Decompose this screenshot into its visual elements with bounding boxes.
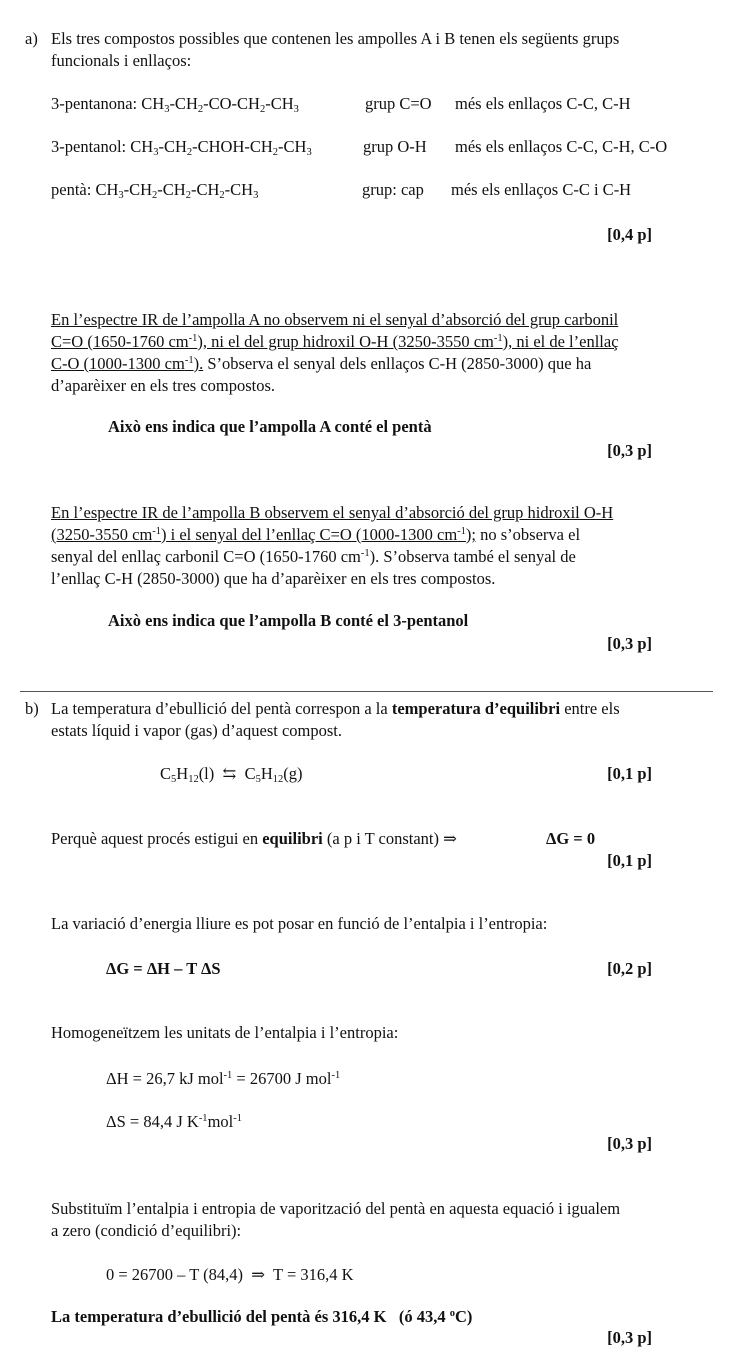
intro-bold: temperatura d’equilibri <box>391 699 561 718</box>
compound-group: grup O-H <box>363 137 427 156</box>
eq-text2: (a p i T constant) ⇒ <box>326 829 457 848</box>
part-a-intro-line2: funcionals i enllaços: <box>51 51 192 70</box>
points-b3: [0,2 p] <box>607 959 652 978</box>
paragraph-b-line3: senyal del enllaç carbonil C=O (1650-1760 $cm^{-1}$). S’observa també el senyal de <box>51 547 576 566</box>
part-b-label: b) <box>25 699 39 718</box>
compound-row-pentanol: 3-pentanol: $CH_3-CH_2-CHOH-CH_2-CH_3$ <box>51 137 312 158</box>
units-intro: Homogeneïtzem les unitats de l’entalpia i l’entropia: <box>51 1023 399 1042</box>
intro-text: La temperatura d’ebullició del pentà correspon a la <box>51 699 388 718</box>
eq-text: Perquè aquest procés estigui en <box>51 829 259 848</box>
calculation: 0 = 26700 – T (84,4) ⇒ T = 316,4 K <box>106 1265 354 1284</box>
compound-bonds: més els enllaços C-C i C-H <box>451 180 632 199</box>
points-b4: [0,3 p] <box>607 1134 652 1153</box>
conclusion-a: Això ens indica que l’ampolla A conté el pentà <box>108 417 432 436</box>
points-b5: [0,3 p] <box>607 1328 652 1347</box>
paragraph-b-line4: l’enllaç C-H (2850-3000) que ha d’aparèixer en els tres compostos. <box>51 569 496 588</box>
compound-name: 3-pentanol: <box>51 137 127 156</box>
points-a3: [0,3 p] <box>607 634 652 653</box>
final-answer: La temperatura d’ebullició del pentà és 316,4 K (ó 43,4 $^o$C) <box>51 1307 473 1326</box>
compound-row-penta: pentà: $CH_3-CH_2-CH_2-CH_2-CH_3$ <box>51 180 259 201</box>
points-a1: [0,4 p] <box>607 225 652 244</box>
paragraph-b-line2-rest: no s’observa el <box>480 525 581 544</box>
paragraph-a-line1: En l’espectre IR de l’ampolla A no observem ni el senyal d’absorció del grup carbonil <box>51 310 619 329</box>
phase-equation: $C_5H_{12}(l)$ ⇆ $C_5H_{12}(g)$ <box>160 764 303 785</box>
paragraph-a-line3: C-O (1000-1300 $cm^{-1}$). S’observa el senyal dels enllaços C-H (2850-3000) que ha <box>51 354 592 373</box>
compound-name: pentà: <box>51 180 92 199</box>
compound-bonds: més els enllaços C-C, C-H <box>455 94 631 113</box>
points-a2: [0,3 p] <box>607 441 652 460</box>
compound-group: grup C=O <box>365 94 432 113</box>
part-b-intro-line2: estats líquid i vapor (gas) d’aquest compost. <box>51 721 342 740</box>
points-b2: [0,1 p] <box>607 851 652 870</box>
equilibrium-condition <box>51 828 457 850</box>
intro-text-end: entre els <box>564 699 620 718</box>
entropy-value: ΔS = 84,4 J $K^{-1}mol^{-1}$ <box>106 1112 242 1131</box>
substitution-line1: Substituïm l’entalpia i entropia de vaporització del pentà en aquesta equació i igualem <box>51 1199 621 1218</box>
paragraph-b-line1: En l’espectre IR de l’ampolla B observem el senyal d’absorció del grup hidroxil O-H <box>51 503 614 522</box>
gibbs-intro: La variació d’energia lliure es pot posar en funció de l’entalpia i l’entropia: <box>51 914 548 933</box>
substitution-line2: a zero (condició d’equilibri): <box>51 1221 242 1240</box>
compound-bonds: més els enllaços C-C, C-H, C-O <box>455 137 668 156</box>
section-divider <box>20 691 713 692</box>
compound-group: grup: cap <box>362 180 424 199</box>
compound-name: 3-pentanona: <box>51 94 138 113</box>
part-a-intro-line1: Els tres compostos possibles que contenen les ampolles A i B tenen els següents grups <box>51 29 620 48</box>
eq-bold: equilibri <box>262 829 323 848</box>
points-b1: [0,1 p] <box>607 764 652 783</box>
paragraph-b-line2: (3250-3550 $cm^{-1}$) i el senyal del l’enllaç C=O (1000-1300 $cm^{-1}$); no s’observa el <box>51 525 581 544</box>
compound-row-pentanona: 3-pentanona: $CH_3-CH_2-CO-CH_2-CH_3$ <box>51 94 299 115</box>
part-b-intro-line1 <box>51 698 703 720</box>
paragraph-a-line3-rest: S’observa el senyal dels enllaços C-H (2850-3000) que ha <box>207 354 592 373</box>
gibbs-equation: ΔG = ΔH – T ΔS <box>106 959 221 978</box>
part-a-label: a) <box>25 29 38 48</box>
paragraph-a-line2: C=O (1650-1760 $cm^{-1}$), ni el del grup hidroxil O-H (3250-3550 $cm^{-1}$), ni el de l’enllaç <box>51 332 619 351</box>
paragraph-a-line4: d’aparèixer en els tres compostos. <box>51 376 276 395</box>
conclusion-b: Això ens indica que l’ampolla B conté el 3-pentanol <box>108 611 469 630</box>
delta-g-zero: ΔG = 0 <box>546 829 596 848</box>
enthalpy-value: ΔH = 26,7 kJ mol$^{-1}$ = 26700 J mol$^{-1}$ <box>106 1069 341 1088</box>
